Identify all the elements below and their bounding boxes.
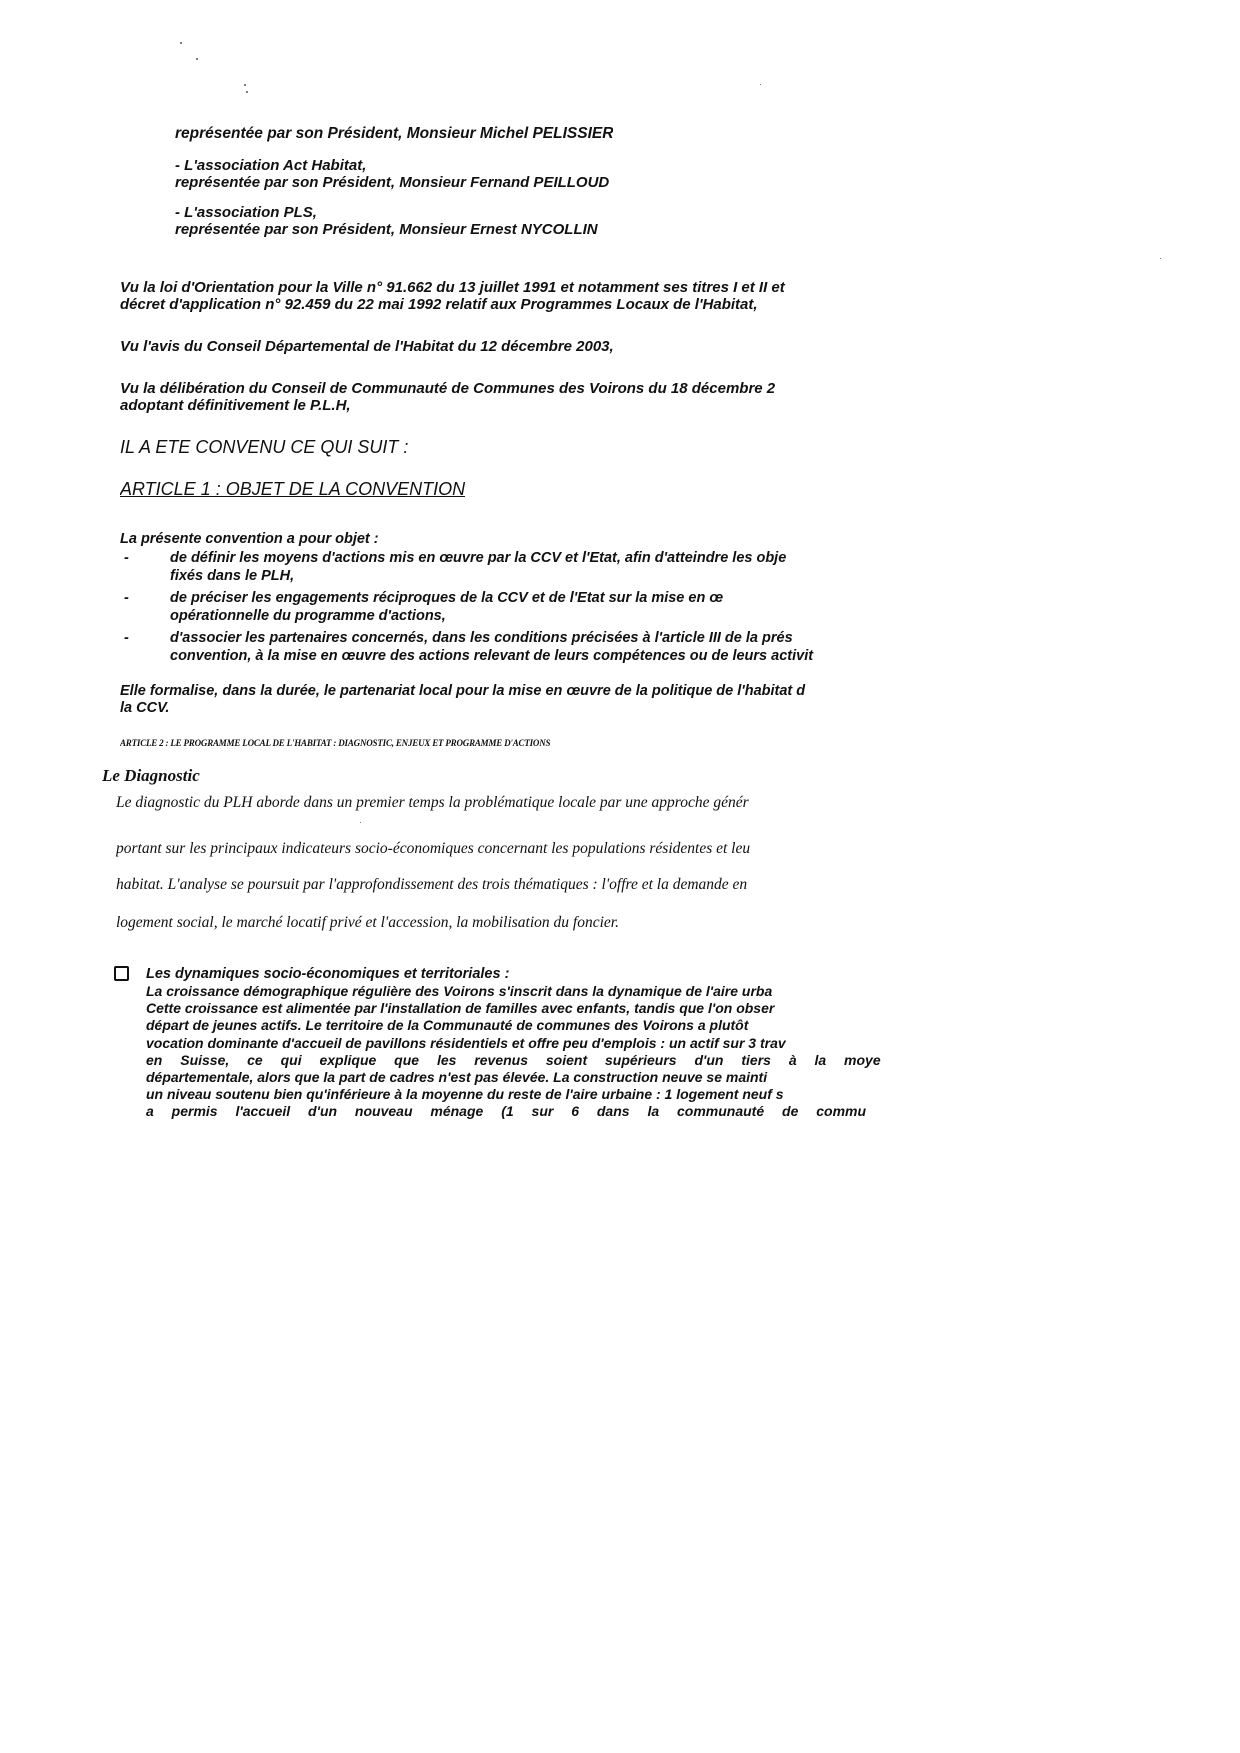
- dynamics-line: départementale, alors que la part de cadres n'est pas élevée. La construction neuve se mainti: [146, 1069, 768, 1086]
- list-item: [124, 629, 864, 665]
- diagnostic-line-3: habitat. L'analyse se poursuit par l'approfondissement des trois thématiques : l'offre et la demande en: [116, 876, 748, 893]
- diagnostic-heading: Le Diagnostic: [102, 766, 200, 785]
- bullet-dash: -: [124, 590, 129, 606]
- list-item: [124, 589, 864, 625]
- dynamics-paragraph: [146, 983, 881, 1121]
- list-item-line: de définir les moyens d'actions mis en œuvre par la CCV et l'Etat, afin d'atteindre les obje: [170, 550, 787, 566]
- article-1-objectives-list: [124, 549, 864, 669]
- scan-speck: [244, 84, 246, 86]
- list-item-line: fixés dans le PLH,: [170, 568, 295, 584]
- consideration-law-line-1: Vu la loi d'Orientation pour la Ville n° 91.662 du 13 juillet 1991 et notamment ses titres I et II et: [120, 279, 785, 296]
- scan-speck: [180, 42, 182, 44]
- bullet-dash: -: [124, 550, 129, 566]
- association-pls: - L'association PLS,: [175, 204, 317, 221]
- list-item-line: opérationnelle du programme d'actions,: [170, 608, 446, 624]
- diagnostic-line-1: Le diagnostic du PLH aborde dans un premier temps la problématique locale par une approche génér: [116, 794, 749, 811]
- scan-speck: [196, 58, 198, 60]
- association-act-habitat: - L'association Act Habitat,: [175, 157, 367, 174]
- list-item-line: convention, à la mise en œuvre des actions relevant de leurs compétences ou de leurs activit: [170, 648, 814, 664]
- dynamics-line: en Suisse, ce qui explique que les revenus soient supérieurs d'un tiers à la moye: [146, 1051, 881, 1068]
- scan-speck: [1160, 258, 1161, 259]
- dynamics-line: départ de jeunes actifs. Le territoire de la Communauté de communes des Voirons a plutôt: [146, 1017, 749, 1034]
- dynamics-line: vocation dominante d'accueil de pavillons résidentiels et offre peu d'emplois : un actif sur 3 trav: [146, 1034, 786, 1051]
- dynamics-line: La croissance démographique régulière des Voirons s'inscrit dans la dynamique de l'aire urba: [146, 983, 773, 999]
- dynamics-line: un niveau soutenu bien qu'inférieure à la moyenne du reste de l'aire urbaine : 1 logement neuf s: [146, 1086, 784, 1103]
- association-act-habitat-representative: représentée par son Président, Monsieur Fernand PEILLOUD: [175, 174, 610, 191]
- article-1-title: ARTICLE 1 : OBJET DE LA CONVENTION: [120, 479, 466, 499]
- consideration-law-line-2: décret d'application n° 92.459 du 22 mai 1992 relatif aux Programmes Locaux de l'Habitat,: [120, 296, 758, 313]
- dynamics-line: a permis l'accueil d'un nouveau ménage (1 sur 6 dans la communauté de commu: [146, 1103, 867, 1120]
- scan-speck: [246, 91, 248, 93]
- bullet-dash: -: [124, 630, 129, 646]
- consideration-deliberation-line-1: Vu la délibération du Conseil de Communauté de Communes des Voirons du 18 décembre 2: [120, 380, 776, 397]
- dynamics-line: Cette croissance est alimentée par l'installation de familles avec enfants, tandis que l'on obser: [146, 1000, 775, 1017]
- article-1-intro: La présente convention a pour objet :: [120, 531, 379, 547]
- list-item-line: de préciser les engagements réciproques de la CCV et de l'Etat sur la mise en œ: [170, 590, 724, 606]
- consideration-deliberation-line-2: adoptant définitivement le P.L.H,: [120, 397, 351, 414]
- scan-speck: [760, 84, 761, 85]
- diagnostic-line-4: logement social, le marché locatif privé et l'accession, la mobilisation du foncier.: [116, 914, 619, 931]
- signatory-line-1: représentée par son Président, Monsieur Michel PELISSIER: [175, 125, 614, 142]
- consideration-council-opinion: Vu l'avis du Conseil Départemental de l'Habitat du 12 décembre 2003,: [120, 338, 614, 355]
- scan-speck: [360, 822, 361, 823]
- diagnostic-line-2: portant sur les principaux indicateurs socio-économiques concernant les populations résidentes et leu: [116, 840, 751, 857]
- association-pls-representative: représentée par son Président, Monsieur Ernest NYCOLLIN: [175, 221, 598, 238]
- dynamics-heading: Les dynamiques socio-économiques et territoriales :: [146, 966, 510, 982]
- list-item: [124, 549, 864, 585]
- article-1-closing-line-2: la CCV.: [120, 700, 170, 716]
- list-item-line: d'associer les partenaires concernés, dans les conditions précisées à l'article III de la prés: [170, 630, 793, 646]
- agreement-heading: IL A ETE CONVENU CE QUI SUIT :: [120, 437, 409, 457]
- checkbox-bullet-icon: [114, 966, 129, 981]
- article-2-title: ARTICLE 2 : LE PROGRAMME LOCAL DE L'HABITAT : DIAGNOSTIC, ENJEUX ET PROGRAMME D'ACTIONS: [120, 738, 551, 748]
- article-1-closing-line-1: Elle formalise, dans la durée, le partenariat local pour la mise en œuvre de la politique de l'habitat d: [120, 683, 806, 699]
